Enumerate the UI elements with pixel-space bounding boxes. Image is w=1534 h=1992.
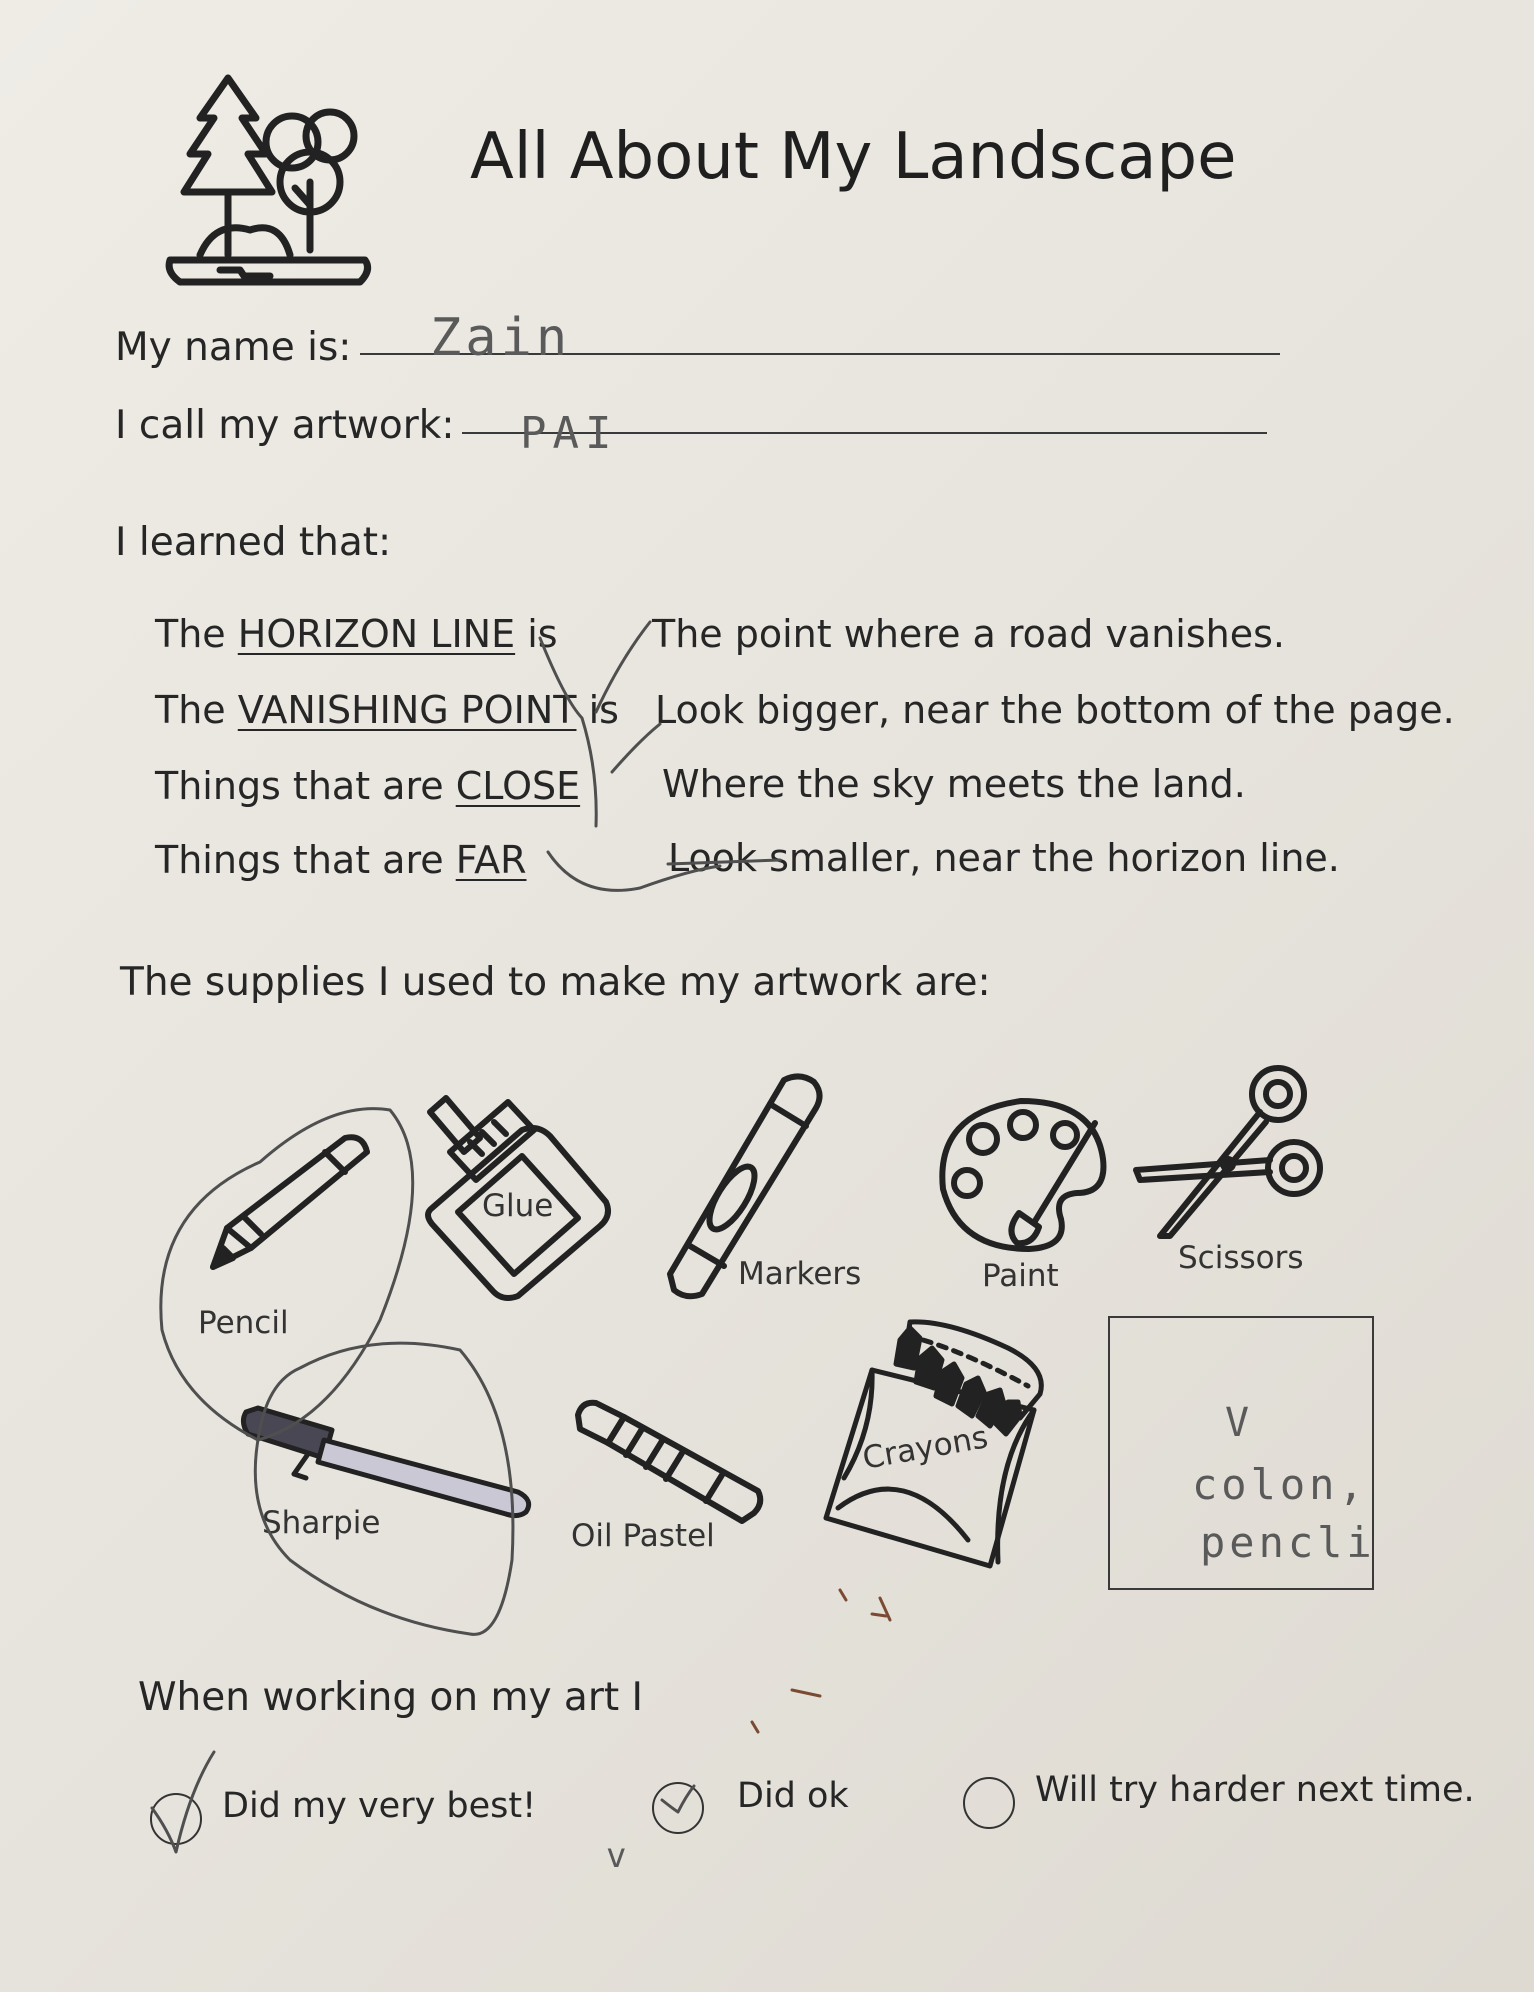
supply-label-pencil: Pencil <box>198 1305 289 1341</box>
other-box-text-1: colon, <box>1192 1460 1368 1509</box>
supply-label-glue: Glue <box>482 1188 554 1224</box>
artwork-handwriting: PAI <box>520 408 618 459</box>
supply-label-scissors: Scissors <box>1178 1240 1304 1276</box>
option-label-try-harder: Will try harder next time. <box>1035 1770 1475 1810</box>
supply-label-oil-pastel: Oil Pastel <box>571 1518 715 1554</box>
oil-pastel-icon[interactable] <box>572 1395 767 1530</box>
stray-pencil-mark: v <box>606 1836 627 1876</box>
match-left-3: Things that are CLOSE <box>155 764 581 808</box>
artwork-label: I call my artwork: <box>115 403 455 448</box>
crayon-smudge <box>752 1590 890 1732</box>
scissors-icon[interactable] <box>1130 1060 1335 1240</box>
page-title: All About My Landscape <box>470 120 1237 194</box>
name-handwriting: Zain <box>430 308 572 368</box>
supply-label-markers: Markers <box>738 1256 862 1292</box>
match-right-4: Look smaller, near the horizon line. <box>668 836 1340 880</box>
effort-heading: When working on my art I <box>138 1675 644 1720</box>
learned-heading: I learned that: <box>115 520 392 565</box>
option-label-ok: Did ok <box>737 1776 849 1816</box>
supply-label-sharpie: Sharpie <box>262 1505 381 1541</box>
supplies-heading: The supplies I used to make my artwork are: <box>120 960 991 1005</box>
paint-palette-icon[interactable] <box>935 1095 1110 1255</box>
option-circle-try-harder[interactable] <box>963 1777 1015 1829</box>
other-box-checkmark: V <box>1225 1400 1250 1446</box>
match-right-2: Look bigger, near the bottom of the page. <box>655 688 1455 732</box>
option-label-very-best: Did my very best! <box>222 1786 537 1826</box>
match-left-2: The VANISHING POINT is <box>155 688 619 732</box>
match-left-4: Things that are FAR <box>155 838 527 882</box>
landscape-trees-icon <box>160 70 380 290</box>
option-circle-ok[interactable] <box>652 1782 704 1834</box>
match-line-close <box>612 724 660 772</box>
match-right-1: The point where a road vanishes. <box>652 612 1285 656</box>
sharpie-icon[interactable] <box>238 1400 538 1518</box>
supply-label-paint: Paint <box>982 1258 1059 1294</box>
match-left-1: The HORIZON LINE is <box>155 612 558 656</box>
other-box-text-2: pencli <box>1200 1518 1376 1567</box>
supply-label-crayons: Crayons <box>859 1419 991 1477</box>
match-right-3: Where the sky meets the land. <box>662 762 1246 806</box>
pencil-icon[interactable] <box>205 1130 375 1275</box>
option-circle-very-best[interactable] <box>150 1793 202 1845</box>
name-label: My name is: <box>115 325 352 370</box>
